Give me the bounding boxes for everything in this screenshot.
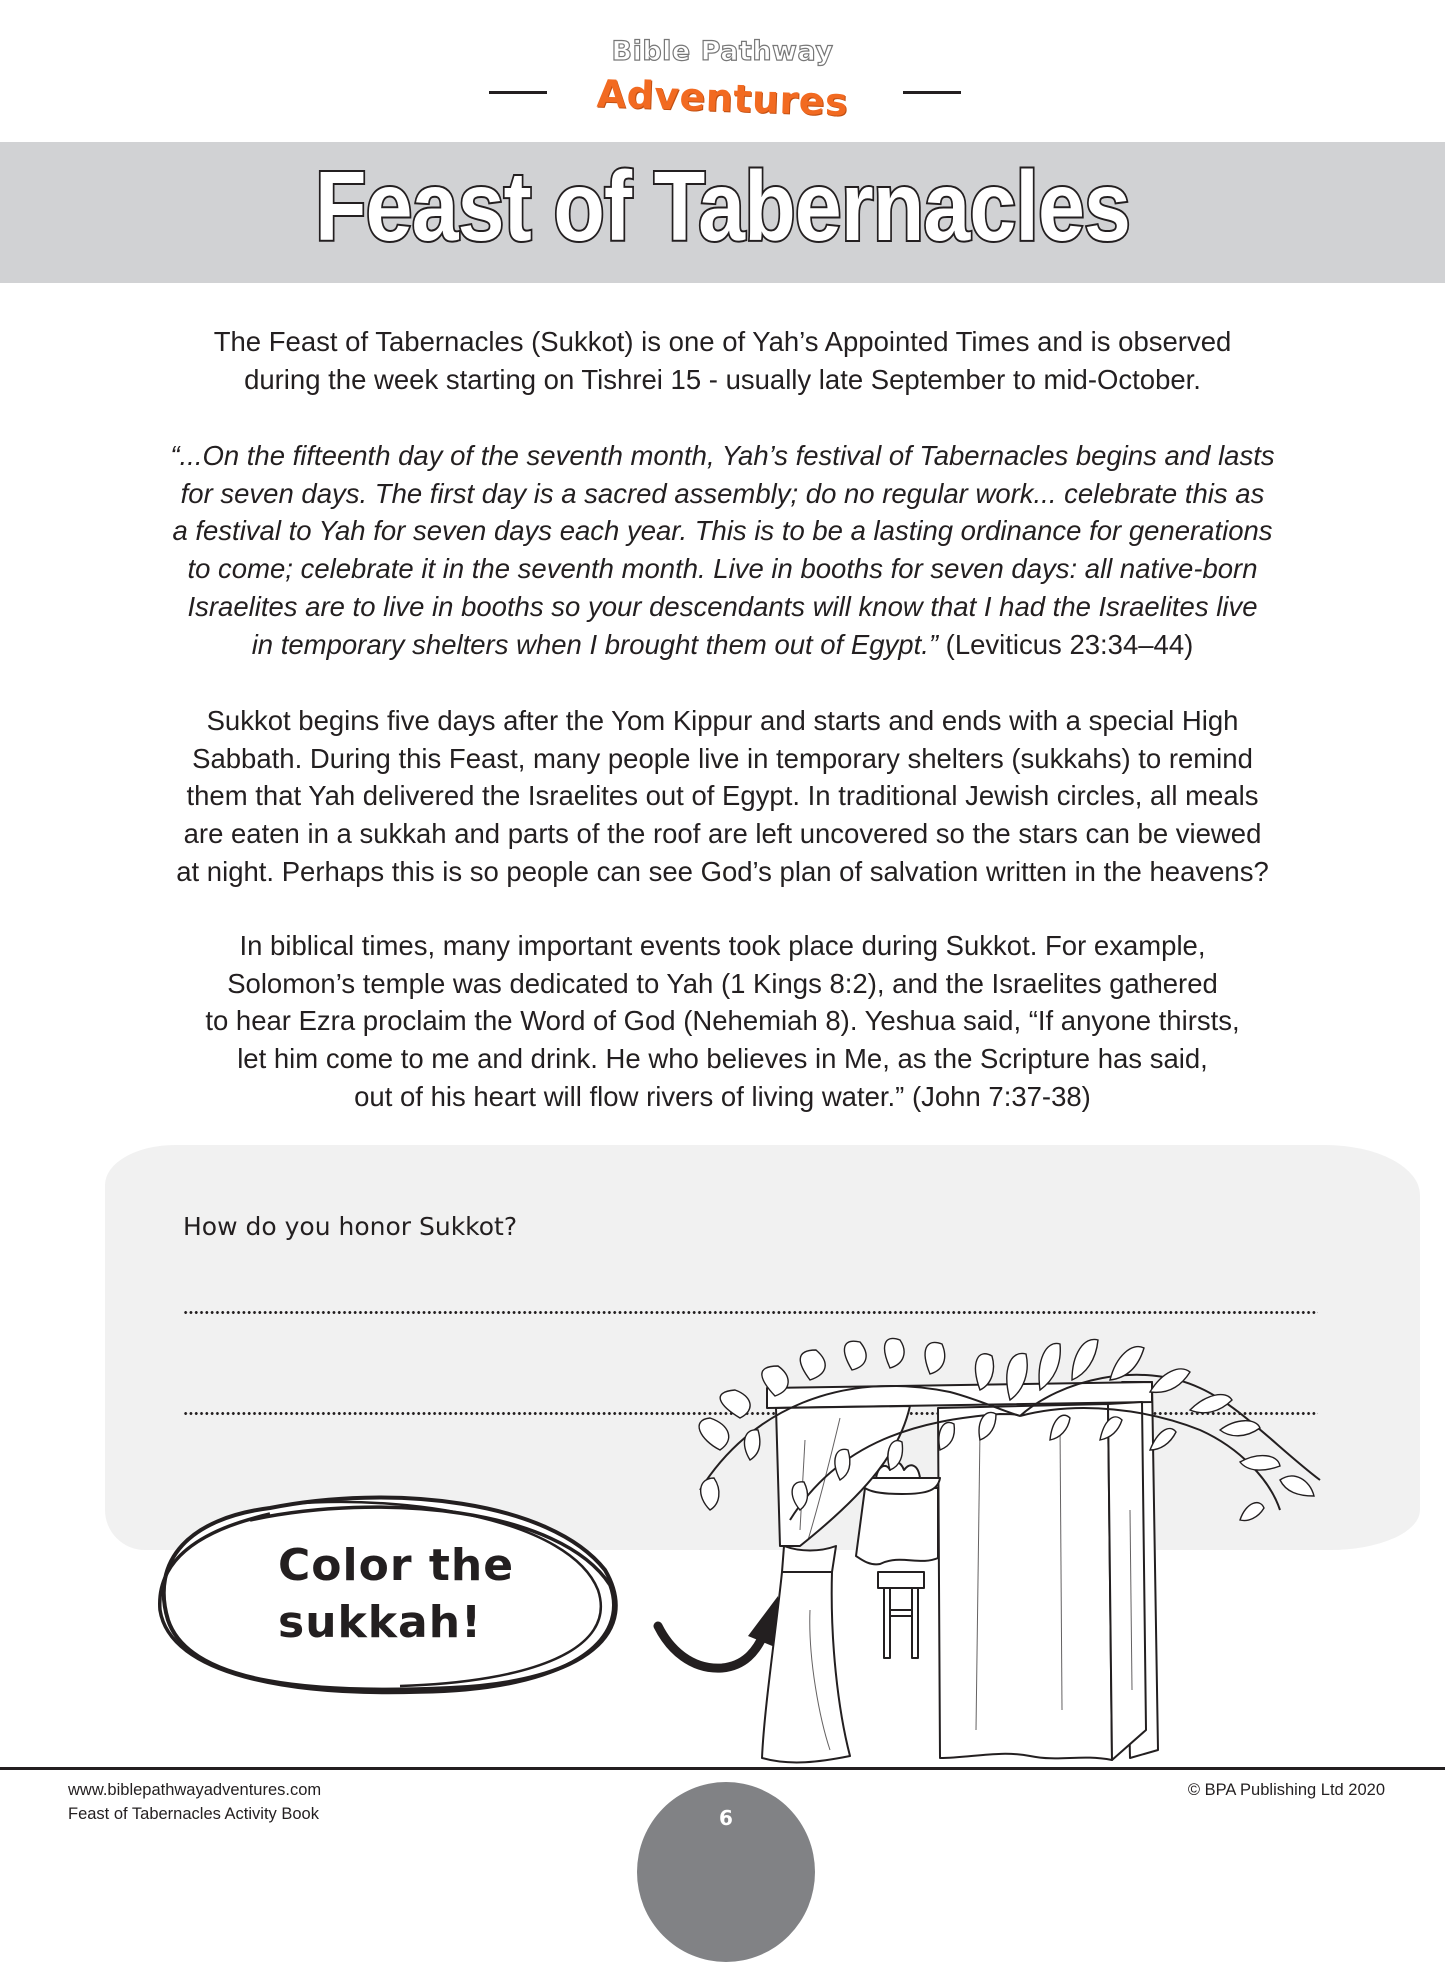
text-line: during the week starting on Tishrei 15 - usually late September to mid-October. — [244, 363, 1201, 395]
scripture-quote — [100, 437, 1345, 663]
quote-line: for seven days. The first day is a sacred assembly; do no regular work... celebrate this as — [180, 477, 1265, 509]
question-label: How do you honor Sukkot? — [183, 1212, 518, 1241]
footer-book-title: Feast of Tabernacles Activity Book — [68, 1805, 319, 1823]
biblical-times-paragraph — [100, 927, 1345, 1116]
footer-rule — [0, 1767, 1445, 1770]
quote-line: to come; celebrate it in the seventh month. Live in booths for seven days: all native-born — [187, 553, 1258, 585]
text-line: The Feast of Tabernacles (Sukkot) is one of Yah’s Appointed Times and is observed — [213, 326, 1232, 357]
page-title: Feast of Tabernacles — [315, 151, 1130, 261]
text-line: are eaten in a sukkah and parts of the roof are left uncovered so the stars can be viewed — [183, 818, 1262, 850]
footer-website[interactable]: www.biblepathwayadventures.com — [68, 1781, 322, 1799]
logo-bible-pathway: Bible Pathway — [611, 36, 834, 67]
page-number: 6 — [719, 1806, 733, 1830]
quote-line: a festival to Yah for seven days each year. This is to be a lasting ordinance for generations — [172, 515, 1273, 547]
text-line: out of his heart will flow rivers of living water.” (John 7:37-38) — [354, 1080, 1091, 1112]
quote-reference: (Leviticus 23:34–44) — [938, 628, 1194, 660]
intro-paragraph — [100, 323, 1345, 398]
prompt-line-2: sukkah! — [278, 1597, 483, 1648]
prompt-line-1: Color the — [278, 1540, 515, 1591]
text-line: at night. Perhaps this is so people can see God’s plan of salvation written in the heavens? — [176, 855, 1269, 887]
quote-line-last — [100, 626, 1345, 664]
sukkot-paragraph — [100, 702, 1345, 891]
color-the-sukkah-prompt — [278, 1537, 514, 1651]
quote-line: Israelites are to live in booths so your descendants will know that I had the Israelites live — [187, 590, 1258, 622]
footer-copyright: © BPA Publishing Ltd 2020 — [1187, 1781, 1385, 1799]
text-line: In biblical times, many important events took place during Sukkot. For example, — [239, 930, 1206, 961]
sukkah-illustration[interactable] — [680, 1310, 1340, 1770]
quote-line: “...On the fifteenth day of the seventh month, Yah’s festival of Tabernacles begins and lasts — [170, 440, 1275, 471]
text-line: let him come to me and drink. He who believes in Me, as the Scripture has said, — [237, 1043, 1208, 1075]
text-line: Sukkot begins five days after the Yom Kippur and starts and ends with a special High — [206, 705, 1239, 736]
logo-adventures: Adventures — [596, 71, 849, 125]
quote-line-text: in temporary shelters when I brought them out of Egypt.” — [251, 628, 939, 660]
text-line: Solomon’s temple was dedicated to Yah (1 Kings 8:2), and the Israelites gathered — [227, 967, 1218, 999]
text-line: them that Yah delivered the Israelites out of Egypt. In traditional Jewish circles, all meals — [186, 780, 1259, 812]
text-line: Sabbath. During this Feast, many people live in temporary shelters (sukkahs) to remind — [192, 742, 1253, 774]
footer-left — [68, 1778, 321, 1826]
text-line: to hear Ezra proclaim the Word of God (Nehemiah 8). Yeshua said, “If anyone thirsts, — [205, 1005, 1240, 1037]
